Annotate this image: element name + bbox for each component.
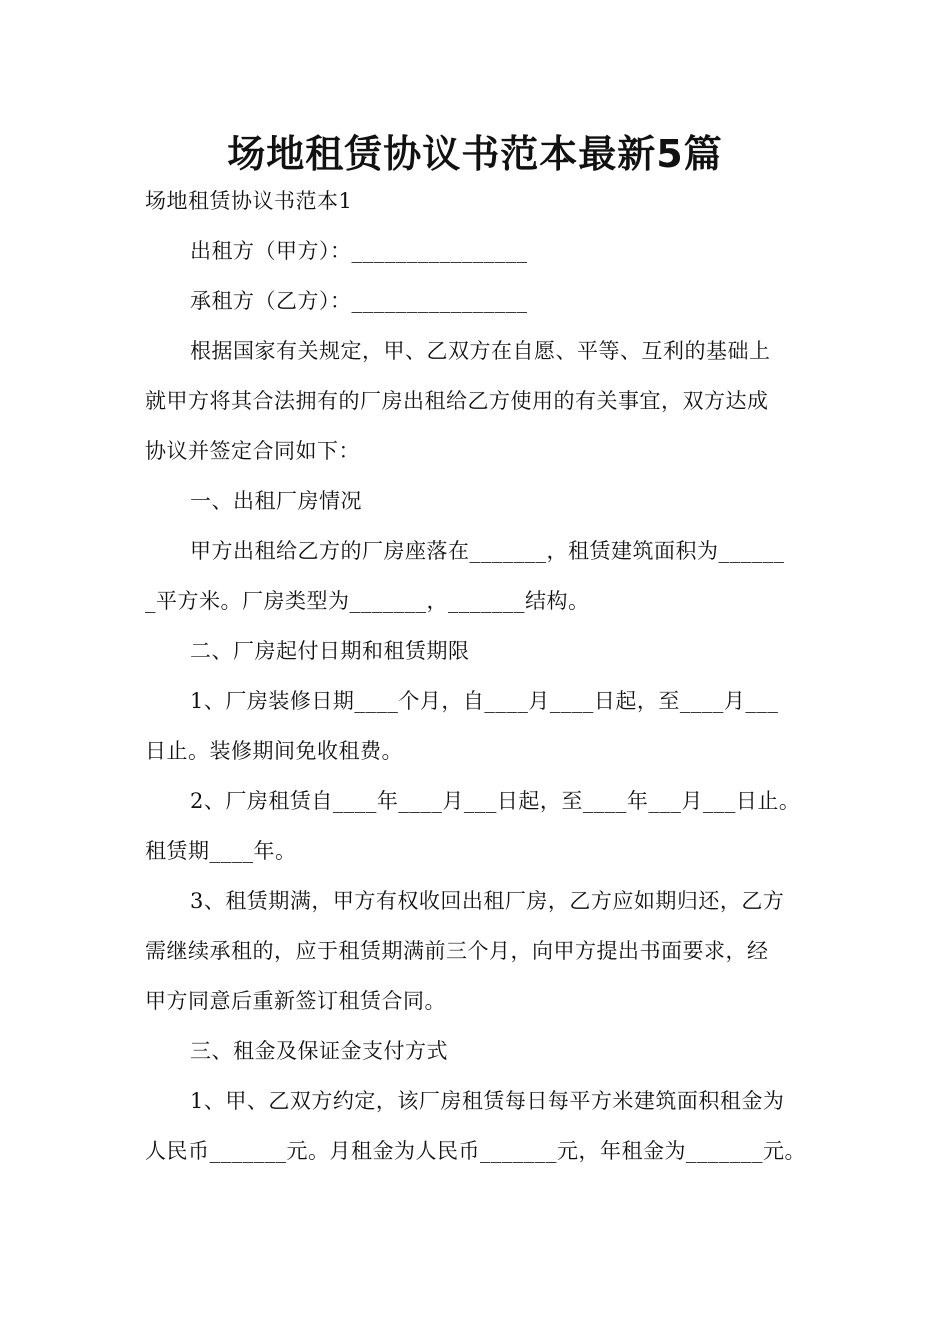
paragraph-line: 1、甲、乙双方约定，该厂房租赁每日每平方米建筑面积租金为 bbox=[190, 1089, 785, 1113]
lessee-line: 承租方（乙方）：________________ bbox=[190, 289, 528, 313]
paragraph-line: _平方米。厂房类型为_______，_______结构。 bbox=[145, 589, 590, 613]
paragraph-line: 人民币_______元。月租金为人民币_______元，年租金为_______元。 bbox=[145, 1139, 806, 1163]
section-heading: 一、出租厂房情况 bbox=[190, 489, 362, 513]
document-title: 场地租赁协议书范本最新5篇 bbox=[227, 132, 723, 176]
paragraph-line: 甲方同意后重新签订租赁合同。 bbox=[145, 989, 446, 1013]
section-subtitle: 场地租赁协议书范本1 bbox=[145, 189, 353, 213]
paragraph-line: 就甲方将其合法拥有的厂房出租给乙方使用的有关事宜，双方达成 bbox=[145, 389, 769, 413]
section-heading: 三、租金及保证金支付方式 bbox=[190, 1039, 448, 1063]
paragraph-line: 1、厂房装修日期____个月，自____月____日起，至____月___ bbox=[190, 689, 779, 713]
paragraph-line: 需继续承租的，应于租赁期满前三个月，向甲方提出书面要求，经 bbox=[145, 939, 769, 963]
paragraph-line: 甲方出租给乙方的厂房座落在_______，租赁建筑面积为______ bbox=[190, 539, 785, 563]
paragraph-line: 2、厂房租赁自____年____月___日起，至____年___月___日止。 bbox=[190, 789, 801, 813]
paragraph-line: 3、租赁期满，甲方有权收回出租厂房，乙方应如期归还，乙方 bbox=[190, 889, 785, 913]
paragraph-line: 根据国家有关规定，甲、乙双方在自愿、平等、互利的基础上 bbox=[190, 339, 771, 363]
paragraph-line: 租赁期____年。 bbox=[145, 839, 297, 863]
paragraph-line: 协议并签定合同如下： bbox=[145, 439, 360, 463]
paragraph-line: 日止。装修期间免收租费。 bbox=[145, 739, 403, 763]
lessor-line: 出租方（甲方）：________________ bbox=[190, 239, 528, 263]
section-heading: 二、厂房起付日期和租赁期限 bbox=[190, 639, 470, 663]
